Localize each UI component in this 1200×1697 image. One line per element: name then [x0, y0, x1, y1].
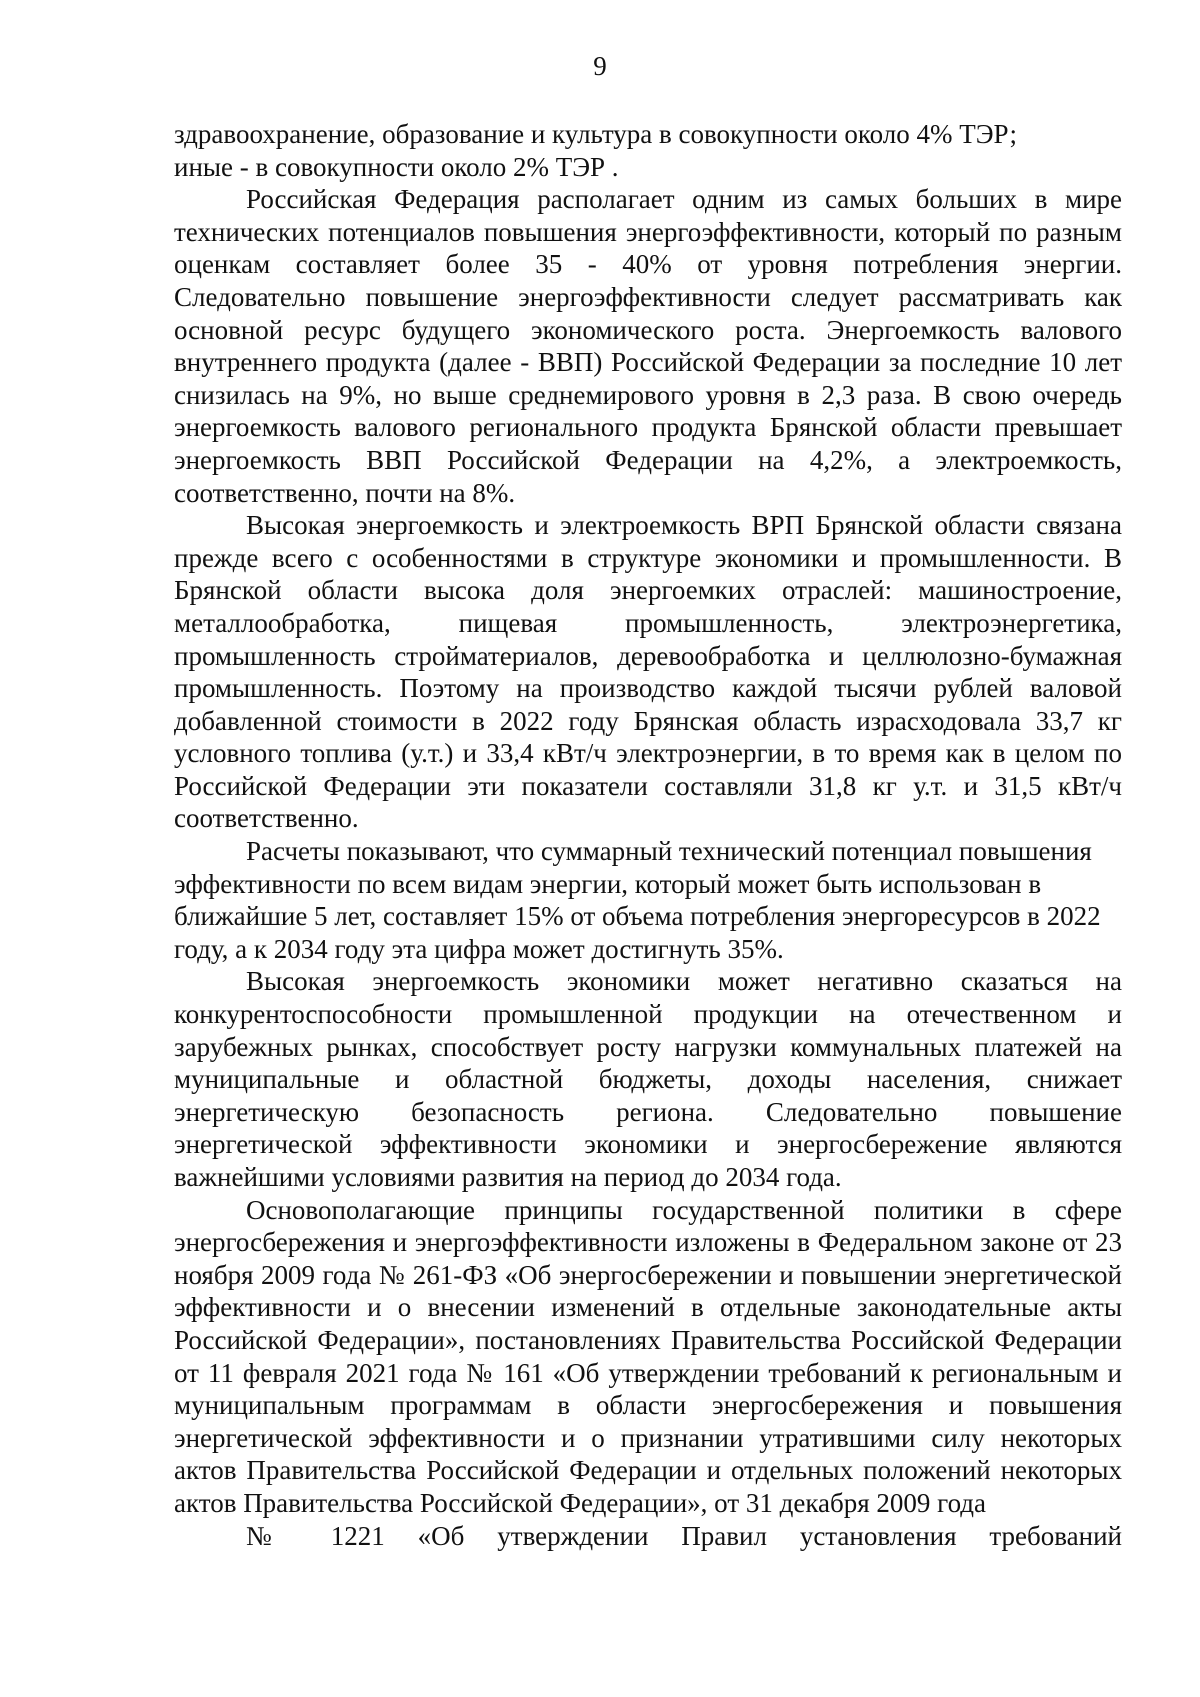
paragraph-energy-potential: Российская Федерация располагает одним из самых больших в мире технических потенциалов повышения энергоэффективности, который по разным оценкам составляет более 35 - 40% от уровня потребления энергии. Следовательно повышение энергоэффективности следует рассматривать как основной ресурс будущего экономического роста. Энергоемкость валового внутреннего продукта (далее - ВВП) Российской Федерации за последние 10 лет снизилась на 9%, но выше среднемирового уровня в 2,3 раза. В свою очередь энергоемкость валового регионального продукта Брянской области превышает энергоемкость ВВП Российской Федерации на 4,2%, а электроемкость, соответственно, почти на 8%.: [174, 184, 1122, 508]
page-number: 9: [593, 51, 607, 81]
paragraph-calculations: Расчеты показывают, что суммарный технический потенциал повышения эффективности по всем видам энергии, который может быть использован в ближайшие 5 лет, составляет 15% от объема потребления энергоресурсов в 2022 году, а к 2034 году эта цифра может достигнуть 35%.: [174, 836, 1101, 964]
text-line: иные - в совокупности около 2% ТЭР .: [174, 151, 619, 182]
paragraph-legislation: Основополагающие принципы государственной политики в сфере энергосбережения и энергоэффективности изложены в Федеральном законе от 23 ноября 2009 года № 261-ФЗ «Об энергосбережении и повышении энергетической эффективности и о внесении изменений в отдельные законодательные акты Российской Федерации», постановлениях Правительства Российской Федерации от 11 февраля 2021 года № 161 «Об утверждении требований к региональным и муниципальным программам в области энергосбережения и повышения энергетической эффективности и о признании утратившими силу некоторых актов Правительства Российской Федерации и отдельных положений некоторых актов Правительства Российской Федерации», от 31 декабря 2009 года: [174, 1194, 1122, 1518]
paragraph-continuation: [174, 118, 1122, 183]
text-line: здравоохранение, образование и культура в совокупности около 4% ТЭР;: [174, 119, 1018, 149]
paragraph-decree-fragment: № 1221 «Об утверждении Правил установления требований: [246, 1520, 1122, 1551]
paragraph-energy-intensity: Высокая энергоемкость и электроемкость ВРП Брянской области связана прежде всего с особенностями в структуре экономики и промышленности. В Брянской области высока доля энергоемких отраслей: машиностроение, металлообработка, пищевая промышленность, электроэнергетика, промышленность стройматериалов, деревообработка и целлюлозно-бумажная промышленность. Поэтому на производство каждой тысячи рублей валовой добавленной стоимости в 2022 году Брянская область израсходовала 33,7 кг условного топлива (у.т.) и 33,4 кВт/ч электроэнергии, в то время как в целом по Российской Федерации эти показатели составляли 31,8 кг у.т. и 31,5 кВт/ч соответственно.: [174, 510, 1122, 834]
document-body: [174, 118, 1122, 1552]
paragraph-competitiveness: Высокая энергоемкость экономики может негативно сказаться на конкурентоспособности промышленной продукции на отечественном и зарубежных рынках, способствует росту нагрузки коммунальных платежей на муниципальные и областной бюджеты, доходы населения, снижает энергетическую безопасность региона. Следовательно повышение энергетической эффективности экономики и энергосбережение являются важнейшими условиями развития на период до 2034 года.: [174, 966, 1122, 1192]
